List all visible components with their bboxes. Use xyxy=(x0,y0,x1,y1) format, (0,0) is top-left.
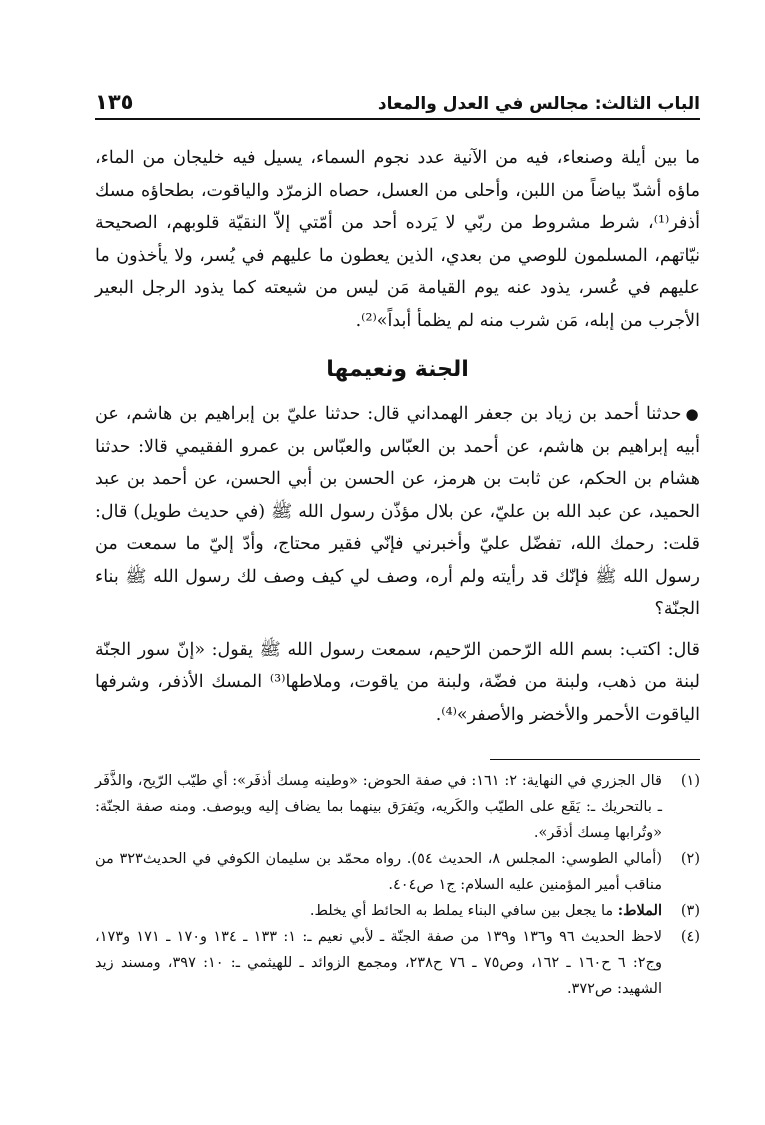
footnote xyxy=(95,846,700,898)
main-text xyxy=(95,142,700,731)
book-page xyxy=(95,80,700,1002)
hadith-text: حدثنا أحمد بن زياد بن جعفر الهمداني قال: حدثنا عليّ بن إبراهيم بن هاشم، عن أبيه إبراهيم بن هاشم، عن أحمد بن العبّاس والعبّاس بن عمرو الفقيمي قالا: حدثنا هشام بن الحكم، عن ثابت بن هرمز، عن الحسن بن أبي الحسن، عن أحمد بن عبد الحميد، عن عبد الله بن عليّ، عن بلال مؤذّن رسول الله ﷺ (في حديث طويل) قال: قلت: رحمك الله، تفضّل عليّ وأخبرني فإنّي فقير محتاج، وأدّ إليّ ما سمعت من رسول الله ﷺ فإنّك قد رأيته ولم أره، وصف لي كيف وصف لك رسول الله ﷺ بناء الجنّة؟ xyxy=(95,404,700,619)
footnote-number: (٢) xyxy=(680,851,700,867)
section-heading: الجنة ونعيمها xyxy=(326,357,469,382)
footnotes xyxy=(95,768,700,1002)
footnote-number: (١) xyxy=(680,773,700,789)
hadith-paragraph-2: قال: اكتب: بسم الله الرّحمن الرّحيم، سمعت رسول الله ﷺ يقول: «إنّ سور الجنّة لبنة من ذهب، ولبنة من فضّة، ولبنة من ياقوت، وملاطها⁽³⁾ المسك الأذفر، وشرفها الياقوت الأحمر والأخضر والأصفر»⁽⁴⁾. xyxy=(95,639,700,725)
footnote-number: (٣) xyxy=(680,903,700,919)
running-title: الباب الثالث: مجالس في العدل والمعاد xyxy=(377,94,700,114)
page-number: ١٣٥ xyxy=(95,90,134,114)
footnote-definition: ما يجعل بين سافي البناء يملط به الحائط أي يخلط. xyxy=(309,903,618,919)
footnote-term: الملاط: xyxy=(617,902,662,919)
footnote-separator xyxy=(490,759,700,760)
footnote-text xyxy=(95,898,662,924)
footnote-text: لاحظ الحديث ٩٦ و١٣٦ و١٣٩ من صفة الجنّة ـ لأبي نعيم ـ: ١: ١٣٣ ـ ١٣٤ و١٧٠ ـ ١٧١ و١٧٣، وج٢: ٦ ح١٦٠ ـ ١٦٢، وص٧٥ ـ ٧٦ ح٢٣٨، ومجمع الزوائد ـ للهيثمي ـ: ١٠: ٣٩٧، ومسند زيد الشهيد: ص٣٧٢. xyxy=(95,929,662,997)
hadith-paragraph xyxy=(95,398,700,626)
footnote xyxy=(95,924,700,1002)
footnote xyxy=(95,768,700,846)
bullet-icon: ● xyxy=(685,405,700,423)
footnote xyxy=(95,898,700,924)
footnote-text: (أمالي الطوسي: المجلس ٨، الحديث ٥٤). رواه محمّد بن سليمان الكوفي في الحديث٣٢٣ من مناقب أمير المؤمنين عليه السلام: ج١ ص٤٠٤. xyxy=(95,851,662,893)
body-paragraph: ما بين أيلة وصنعاء، فيه من الآنية عدد نجوم السماء، يسيل فيه خليجان من الماء، ماؤه أشدّ بياضاً من اللبن، وأحلى من العسل، حصاه الزمرّد والياقوت، بطحاؤه مسك أذفر⁽¹⁾، شرط مشروط من ربّي لا يَرده أحد من أمّتي إلاّ النقيّة قلوبهم، الصحيحة نيّاتهم، المسلمون للوصي من بعدي، الذين يعطون ما عليهم في يُسر، ولا يأخذون ما عليهم في عُسر، يذود عنه يوم القيامة مَن ليس من شيعته كما يذود الرجل البعير الأجرب من إبله، مَن شرب منه لم يظمأ أبداً»⁽²⁾. xyxy=(95,148,700,331)
footnote-number: (٤) xyxy=(680,929,700,945)
footnote-text: قال الجزري في النهاية: ٢: ١٦١: في صفة الحوض: «وطينه مِسك أذفَر»: أي طيّب الرّيح، والذَّفَر ـ بالتحريك ـ: يَقَع على الطيّب والكَريه، ويَفرَق بينهما بما يضاف إليه ويوصف. ومنه صفة الجنّة: «وتُرابها مِسك أذفَر». xyxy=(95,773,662,841)
page-header xyxy=(95,80,700,120)
